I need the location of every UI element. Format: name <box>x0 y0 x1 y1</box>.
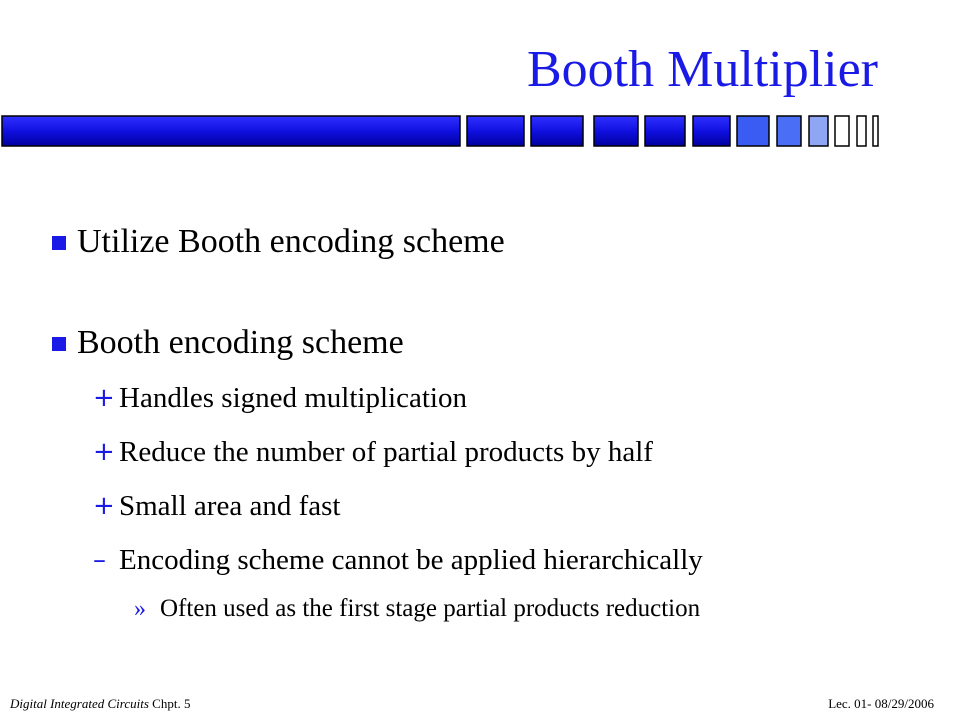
bullet-text: Booth encoding scheme <box>77 324 404 361</box>
bullet-item <box>77 323 404 363</box>
bar-segment <box>2 116 460 146</box>
sub-bullet-text: Encoding scheme cannot be applied hierarchically <box>119 544 703 576</box>
square-bullet-icon <box>52 337 66 351</box>
bar-segment <box>594 116 638 146</box>
footer-course <box>10 696 190 712</box>
bullet-item <box>77 222 505 262</box>
sub-bullet-text: Reduce the number of partial products by half <box>119 436 653 468</box>
bar-segment <box>835 116 849 146</box>
sub-bullet-item <box>93 381 467 415</box>
bar-segment <box>467 116 524 146</box>
minus-icon: – <box>93 545 106 575</box>
bar-segment <box>777 116 801 146</box>
slide-title: Booth Multiplier <box>527 41 878 98</box>
sub-bullet-item <box>93 489 341 523</box>
chapter-label: Chpt. 5 <box>152 696 191 711</box>
sub-bullet-item <box>93 435 653 469</box>
bar-segment <box>645 116 685 146</box>
bar-segment <box>531 116 583 146</box>
square-bullet-icon <box>52 236 66 250</box>
course-name: Digital Integrated Circuits <box>10 696 149 711</box>
bullet-text: Utilize Booth encoding scheme <box>77 223 505 260</box>
sub-bullet-text: Small area and fast <box>119 490 341 522</box>
plus-icon: + <box>93 383 115 413</box>
bar-segment <box>693 116 730 146</box>
plus-icon: + <box>93 491 115 521</box>
sub-bullet-item <box>93 543 703 577</box>
sub-bullet-text: Handles signed multiplication <box>119 382 467 414</box>
bar-segment <box>809 116 828 146</box>
sub-sub-bullet-item <box>134 594 701 624</box>
footer-lecture: Lec. 01- 08/29/2006 <box>828 696 934 711</box>
bar-segment <box>857 116 866 146</box>
bar-segment <box>873 116 878 146</box>
bar-segment <box>737 116 769 146</box>
plus-icon: + <box>93 437 115 467</box>
double-chevron-icon: » <box>134 596 146 622</box>
title-decoration-bar <box>0 0 960 160</box>
sub-sub-bullet-text: Often used as the first stage partial products reduction <box>160 595 701 622</box>
